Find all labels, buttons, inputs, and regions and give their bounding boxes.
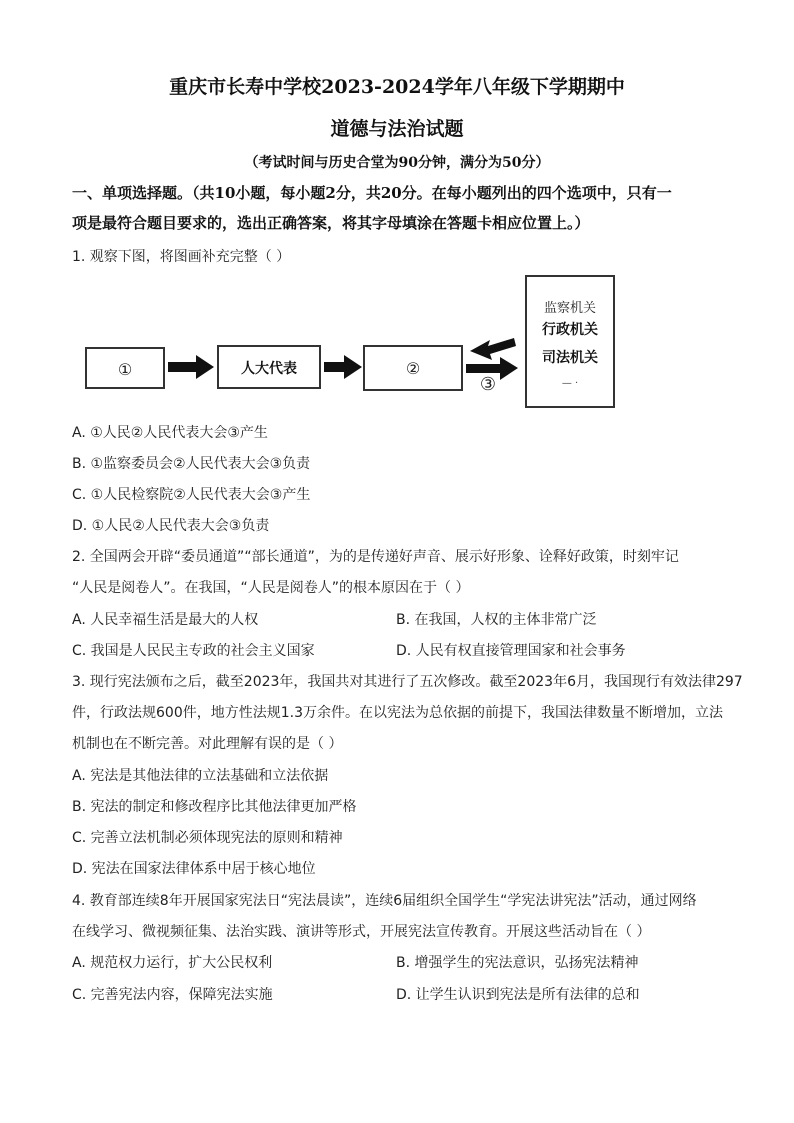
diagram-arrow-4 bbox=[470, 338, 516, 360]
diagram-arrow-2 bbox=[324, 355, 362, 379]
exam-note: （考试时间与历史合堂为90分钟，满分为50分） bbox=[244, 155, 550, 171]
q1-option-b: B. ①监察委员会②人民代表大会③负责 bbox=[72, 456, 311, 472]
diagram-right-line-4: — · bbox=[561, 378, 579, 389]
diagram-box-1-label: ① bbox=[117, 360, 133, 379]
diagram-box-3-label: ② bbox=[405, 359, 421, 378]
q3-stem-line3: 机制也在不断完善。对此理解有误的是（ ） bbox=[72, 736, 343, 752]
q2-stem-line2: “人民是阅卷人”。在我国，“人民是阅卷人”的根本原因在于（ ） bbox=[72, 580, 470, 596]
q3-option-b: B. 宪法的制定和修改程序比其他法律更加严格 bbox=[72, 799, 357, 815]
q4-stem-line2: 在线学习、微视频征集、法治实践、演讲等形式，开展宪法宣传教育。开展这些活动旨在（ ） bbox=[72, 924, 651, 940]
q3-option-d: D. 宪法在国家法律体系中居于核心地位 bbox=[72, 861, 316, 877]
q2-option-d: D. 人民有权直接管理国家和社会事务 bbox=[396, 643, 626, 659]
section-heading-line1: 一、单项选择题。（共10小题，每小题2分，共20分。在每小题列出的四个选项中，只有一 bbox=[72, 184, 672, 202]
q2-stem-line1: 2. 全国两会开辟“委员通道”“部长通道”，为的是传递好声音、展示好形象、诠释好政策，时刻牢记 bbox=[72, 549, 679, 565]
diagram-right-line-2: 行政机关 bbox=[542, 322, 598, 338]
q3-option-c: C. 完善立法机制必须体现宪法的原则和精神 bbox=[72, 830, 343, 846]
q3-stem-line1: 3. 现行宪法颁布之后，截至2023年，我国共对其进行了五次修改。截至2023年6月，我国现行有效法律297 bbox=[72, 674, 743, 690]
diagram-box-2-label: 人大代表 bbox=[241, 361, 297, 377]
diagram-arrow-1 bbox=[168, 355, 214, 379]
q3-option-a: A. 宪法是其他法律的立法基础和立法依据 bbox=[72, 768, 329, 784]
q2-option-c: C. 我国是人民民主专政的社会主义国家 bbox=[72, 643, 315, 659]
q4-option-d: D. 让学生认识到宪法是所有法律的总和 bbox=[396, 987, 640, 1003]
q4-option-c: C. 完善宪法内容，保障宪法实施 bbox=[72, 987, 273, 1003]
exam-title-line1: 重庆市长寿中学校2023-2024学年八年级下学期期中 bbox=[169, 76, 625, 98]
diagram-circle-label: ③ bbox=[479, 374, 497, 395]
q2-option-b: B. 在我国，人权的主体非常广泛 bbox=[396, 612, 597, 628]
exam-title-line2: 道德与法治试题 bbox=[330, 118, 464, 140]
q1-flow-diagram bbox=[0, 0, 794, 420]
diagram-right-line-1: 监察机关 bbox=[543, 301, 597, 316]
section-heading-line2: 项是最符合题目要求的，选出正确答案，将其字母填涂在答题卡相应位置上。） bbox=[72, 214, 590, 232]
q4-stem-line1: 4. 教育部连续8年开展国家宪法日“宪法晨读”，连续6届组织全国学生“学宪法讲宪法”活动，通过网络 bbox=[72, 893, 697, 909]
q4-option-a: A. 规范权力运行，扩大公民权利 bbox=[72, 955, 273, 971]
q1-option-d: D. ①人民②人民代表大会③负责 bbox=[72, 518, 270, 534]
q2-option-a: A. 人民幸福生活是最大的人权 bbox=[72, 612, 259, 628]
q3-stem-line2: 件，行政法规600件，地方性法规1.3万余件。在以宪法为总依据的前提下，我国法律数量不断增加，立法 bbox=[72, 705, 723, 721]
q1-option-c: C. ①人民检察院②人民代表大会③产生 bbox=[72, 487, 311, 503]
q1-stem: 1. 观察下图，将图画补充完整（ ） bbox=[72, 249, 291, 265]
q4-option-b: B. 增强学生的宪法意识，弘扬宪法精神 bbox=[396, 955, 639, 971]
q1-option-a: A. ①人民②人民代表大会③产生 bbox=[72, 425, 268, 441]
diagram-right-line-3: 司法机关 bbox=[542, 350, 598, 366]
